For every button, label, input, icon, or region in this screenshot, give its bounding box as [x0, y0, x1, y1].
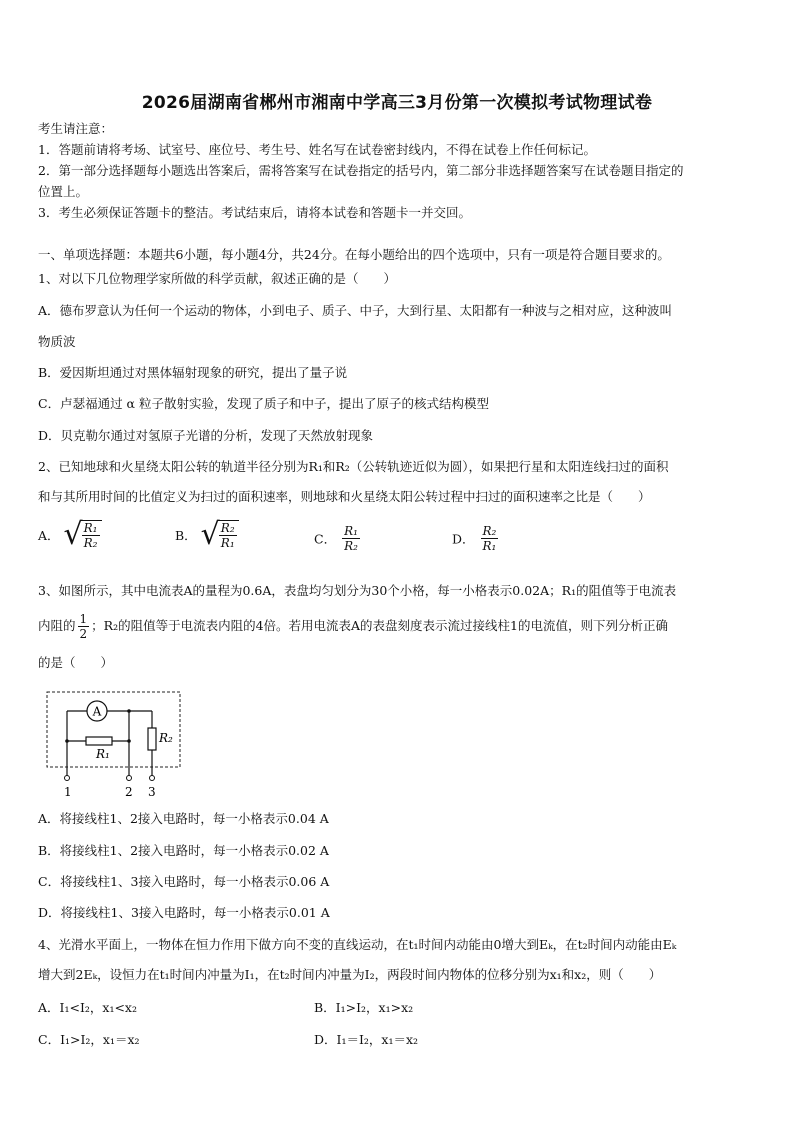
q3-option-d: D．将接线柱1、3接入电路时，每一小格表示0.01 A [38, 905, 330, 920]
q2-option-a-label: A． [38, 528, 60, 543]
q3-stem: 3、如图所示，其中电流表A的量程为0.6A，表盘均匀划分为30个小格，每一小格表示0.02A；R₁的阻值等于电流表 [38, 583, 677, 598]
exam-title: 2026届湖南省郴州市湘南中学高三3月份第一次模拟考试物理试卷 [141, 93, 653, 113]
q3-half-num: 1 [79, 612, 88, 626]
q3-option-b: B．将接线柱1、2接入电路时，每一小格表示0.02 A [38, 843, 329, 858]
notice-item-2: 2．第一部分选择题每小题选出答案后，需将答案写在试卷指定的括号内，第二部分非选择题答案写在试卷题目指定的 [38, 163, 684, 178]
q1-option-c: C．卢瑟福通过 α 粒子散射实验，发现了质子和中子，提出了原子的核式结构模型 [38, 396, 489, 411]
q3-stem-cont [38, 612, 668, 641]
r1-label: R₁ [96, 747, 110, 761]
q2-option-a [38, 517, 102, 552]
r2-label: R₂ [159, 731, 173, 745]
resistor-r2 [148, 728, 156, 750]
q4-option-b: B．I₁>I₂，x₁>x₂ [314, 1000, 414, 1015]
q4-stem-cont: 增大到2Eₖ，设恒力在t₁时间内冲量为I₁，在t₂时间内冲量为I₂，两段时间内物体的位移分别为x₁和x₂，则（ ） [38, 967, 662, 982]
q2-b-numerator: R₂ [220, 521, 235, 535]
q3-option-a: A．将接线柱1、2接入电路时，每一小格表示0.04 A [38, 811, 329, 826]
q3-stem-part-b: ；R₂的阻值等于电流表内阻的4倍。若用电流表A的表盘刻度表示流过接线柱1的电流值，则下列分析正确 [91, 618, 669, 633]
q2-option-b [175, 517, 239, 552]
q3-option-c: C．将接线柱1、3接入电路时，每一小格表示0.06 A [38, 874, 330, 889]
terminal-2-label: 2 [125, 785, 133, 799]
q2-stem-cont: 和与其所用时间的比值定义为扫过的面积速率，则地球和火星绕太阳公转过程中扫过的面积速率之比是（ ） [38, 489, 651, 504]
q1-option-b: B．爱因斯坦通过对黑体辐射现象的研究，提出了量子说 [38, 365, 348, 380]
q4-stem: 4、光滑水平面上，一物体在恒力作用下做方向不变的直线运动，在t₁时间内动能由0增大到Eₖ，在t₂时间内动能由Eₖ [38, 937, 677, 952]
resistor-r1 [86, 737, 112, 745]
notice-heading: 考生请注意： [38, 121, 114, 136]
q1-option-a-cont: 物质波 [38, 334, 76, 349]
q2-stem: 2、已知地球和火星绕太阳公转的轨道半径分别为R₁和R₂（公转轨迹近似为圆），如果把行星和太阳连线扫过的面积 [38, 459, 669, 474]
q2-option-c-label: C． [314, 531, 337, 547]
q2-sqrt-ratio-a: √ $\frac{\text{R₁}}{\text{R₂}}$ [64, 520, 102, 550]
terminal-1 [65, 776, 70, 781]
q2-d-numerator: R₂ [482, 524, 497, 538]
q2-d-denominator: R₁ [482, 539, 497, 553]
q4-option-d: D．I₁＝I₂，x₁＝x₂ [314, 1032, 419, 1047]
q1-option-d: D．贝克勒尔通过对氢原子光谱的分析，发现了天然放射现象 [38, 428, 374, 443]
q3-half-den: 2 [79, 627, 88, 641]
q2-option-c [314, 524, 362, 553]
q2-c-numerator: R₁ [344, 524, 358, 538]
section-heading: 一、单项选择题：本题共6小题，每小题4分，共24分。在每小题给出的四个选项中，只有一项是符合题目要求的。 [38, 247, 670, 262]
q3-half-fraction [78, 612, 90, 641]
q1-stem: 1、对以下几位物理学家所做的科学贡献，叙述正确的是（ ） [38, 271, 396, 286]
q2-a-numerator: R₁ [83, 521, 98, 535]
terminal-3-label: 3 [148, 785, 156, 799]
circuit-diagram [38, 686, 188, 801]
q2-option-d [452, 524, 500, 553]
q2-option-b-label: B． [175, 528, 197, 543]
ammeter-label: A [92, 704, 102, 719]
q3-stem-end: 的是（ ） [38, 655, 114, 670]
q4-option-c: C．I₁>I₂，x₁＝x₂ [38, 1032, 140, 1047]
terminal-1-label: 1 [64, 785, 72, 799]
q4-option-a: A．I₁<I₂，x₁<x₂ [38, 1000, 137, 1015]
q2-b-denominator: R₁ [220, 536, 235, 550]
q2-a-denominator: R₂ [83, 536, 98, 550]
notice-item-3: 3．考生必须保证答题卡的整洁。考试结束后，请将本试卷和答题卡一并交回。 [38, 205, 471, 220]
terminal-3 [150, 776, 155, 781]
q2-sqrt-ratio-b: √ $\frac{\text{R₂}}{\text{R₁}}$ [201, 520, 239, 550]
q2-c-denominator: R₂ [344, 539, 358, 553]
q3-stem-part-a: 内阻的 [38, 618, 76, 633]
notice-item-1: 1．答题前请将考场、试室号、座位号、考生号、姓名写在试卷密封线内，不得在试卷上作任何标记。 [38, 142, 596, 157]
q2-option-d-label: D． [452, 531, 475, 547]
terminal-2 [127, 776, 132, 781]
notice-item-2-cont: 位置上。 [38, 184, 89, 199]
q1-option-a: A．德布罗意认为任何一个运动的物体，小到电子、质子、中子，大到行星、太阳都有一种波与之相对应，这种波叫 [38, 303, 673, 318]
